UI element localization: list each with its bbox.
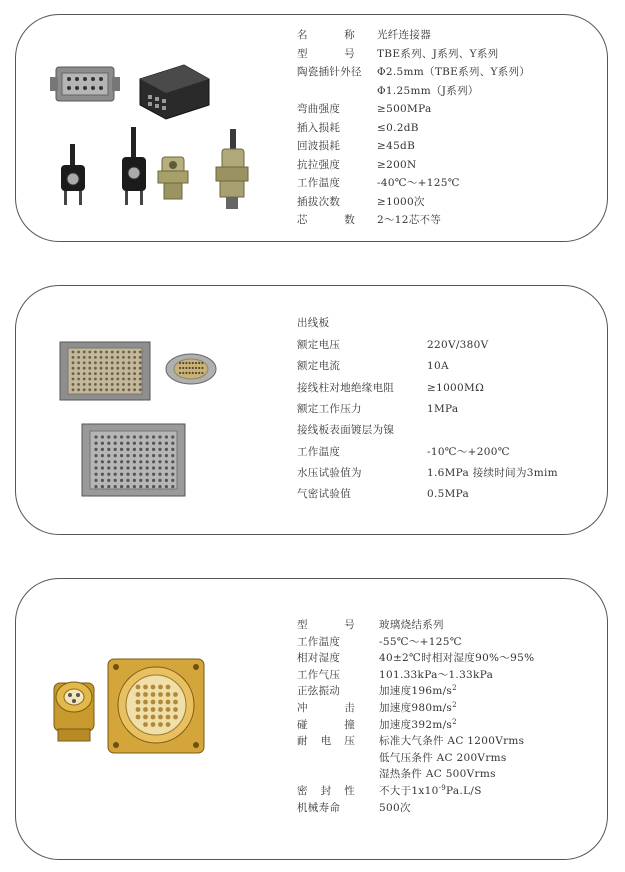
spec-title: 出线板 [297,317,330,329]
spec-label: 工作温度 [297,445,341,458]
spec-label: 气密试验值 [297,488,351,501]
spec-label: 接线板表面镀层为镍 [297,424,395,437]
spec-label: 工作温度 [297,177,341,189]
spec-value: Φ2.5mm（TBE系列、Y系列） [377,66,531,78]
spec-value: TBE系列、J系列、Y系列 [377,47,499,60]
spec-value: ≥1000次 [377,195,425,208]
spec-value: ≥1000MΩ [427,381,485,394]
spec-value: ≥200N [377,158,417,171]
spec-value: -10℃～+200℃ [427,445,510,458]
spec-value: 500次 [379,801,411,814]
spec-label: 工作气压 [297,668,341,681]
spec-label: 冲 击 [297,702,355,714]
spec-label: 额定工作压力 [297,402,362,415]
spec-label: 额定电压 [297,339,341,351]
spec-label: 正弦振动 [297,685,341,698]
spec-label: 弯曲强度 [297,103,341,115]
spec-value: 标准大气条件 AC 1200Vrms [379,735,525,748]
spec-value: ≤0.2dB [377,121,419,134]
spec-value: 加速度$980m/s^2$ [379,701,457,714]
spec-value: 101.33kPa～1.33kPa [379,668,494,681]
spec-label: 陶瓷插针外径 [297,66,362,78]
spec-label: 工作温度 [297,635,341,648]
spec-value: 湿热条件 AC 500Vrms [379,768,496,781]
spec-value: 1.6MPa 接续时间为3mim [427,466,558,479]
spec-value: 0.5MPa [427,488,470,501]
spec-label: 回波损耗 [297,140,341,152]
spec-label: 名 称 [297,29,355,41]
spec-label: 抗拉强度 [297,158,341,171]
spec-label: 额定电流 [297,360,341,373]
spec-value: 光纤连接器 [377,29,431,41]
spec-label: 耐 电 压 [297,735,355,748]
spec-label: 机械寿命 [297,801,341,814]
spec-label: 插入损耗 [297,121,341,134]
spec-value: 加速度$392m/s^2$ [379,717,457,731]
spec-label: 插拔次数 [297,195,341,208]
spec-label: 水压试验值为 [297,466,362,479]
lead-out-plate-photo [54,336,224,501]
spec-value: Φ1.25mm（J系列） [377,84,479,97]
spec-value: 加速度$196m/s^2$ [379,684,457,698]
spec-label: 碰 撞 [297,718,355,731]
spec-value: 不大于$1x10^{-9}Pa.L/S$ [379,784,482,797]
spec-value: -40℃～+125℃ [377,177,460,189]
spec-label: 芯 数 [297,214,355,226]
spec-value: 玻璃烧结系列 [379,619,444,631]
spec-value: 220V/380V [427,339,489,351]
spec-value: -55℃～+125℃ [379,635,462,648]
spec-value: 10A [427,360,449,373]
spec-value: 40±2℃时相对湿度90%～95% [379,652,535,665]
spec-label: 型 号 [297,47,355,60]
glass-sintered-connector-photo [46,653,216,763]
spec-label: 接线柱对地绝缘电阻 [297,381,395,394]
spec-label: 密 封 性 [297,785,355,797]
spec-value: 2～12芯不等 [377,214,442,226]
spec-value: 低气压条件 AC 200Vrms [379,751,507,764]
fiber-connector-photo [44,57,264,217]
spec-value: ≥500MPa [377,103,432,115]
spec-value: ≥45dB [377,140,416,152]
spec-label: 相对湿度 [297,652,341,665]
spec-value: 1MPa [427,402,459,415]
spec-label: 型 号 [297,619,355,631]
